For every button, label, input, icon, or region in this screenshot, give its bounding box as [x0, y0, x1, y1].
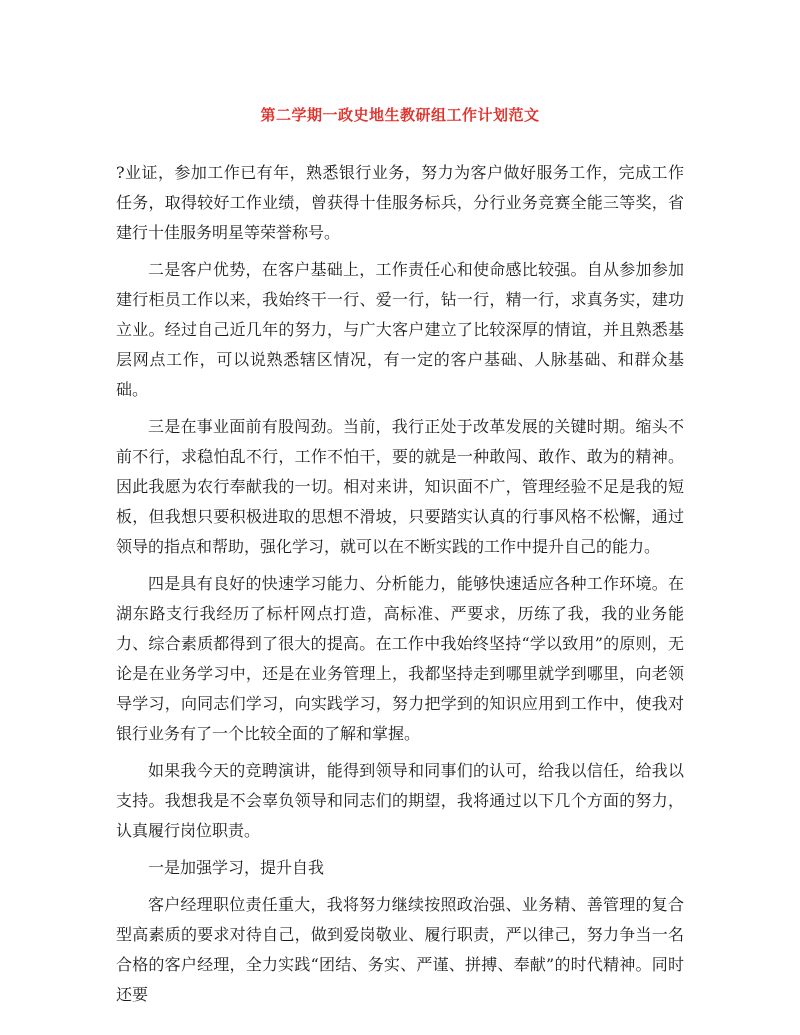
paragraph-6: 一是加强学习，提升自我: [148, 858, 325, 877]
paragraph-7: 客户经理职位责任重大，我将努力继续按照政治强、业务精、善管理的复合型高素质的要求对待自己，做到爱岗敬业、履行职责，严以律己，努力争当一名合格的客户经理，全力实践“团结、务实、严谨、拼搏、奉献”的时代精神。同时还要: [116, 895, 684, 1004]
paragraph-2: 二是客户优势，在客户基础上，工作责任心和使命感比较强。自从参加参加建行柜员工作以来，我始终干一行、爱一行，钻一行，精一行，求真务实，建功立业。经过自己近几年的努力，与广大客户建立了比较深厚的情谊，并且熟悉基层网点工作，可以说熟悉辖区情况，有一定的客户基础、人脉基础、和群众基础。: [116, 260, 684, 399]
paragraph-3: 三是在事业面前有股闯劲。当前，我行正处于改革发展的关键时期。缩头不前不行，求稳怕乱不行，工作不怕干，要的就是一种敢闯、敢作、敢为的精神。因此我愿为农行奉献我的一切。相对来讲，知识面不广，管理经验不足是我的短板，但我想只要积极进取的思想不滑坡，只要踏实认真的行事风格不松懈，通过领导的指点和帮助，强化学习，就可以在不断实践的工作中提升自己的能力。: [116, 417, 684, 556]
paragraph-1: ?业证，参加工作已有年，熟悉银行业务，努力为客户做好服务工作，完成工作任务，取得较好工作业绩，曾获得十佳服务标兵，分行业务竞赛全能三等奖，省建行十佳服务明星等荣誉称号。: [116, 163, 684, 242]
paragraph-5: 如果我今天的竞聘演讲，能得到领导和同事们的认可，给我以信任，给我以支持。我想我是不会辜负领导和同志们的期望，我将通过以下几个方面的努力，认真履行岗位职责。: [116, 761, 684, 840]
document-title: 第二学期一政史地生教研组工作计划范文: [260, 106, 540, 124]
paragraph-4: 四是具有良好的快速学习能力、分析能力，能够快速适应各种工作环境。在湖东路支行我经历了标杆网点打造，高标准、严要求，历练了我，我的业务能力、综合素质都得到了很大的提高。在工作中我始终坚持“学以致用”的原则，无论是在业务学习中，还是在业务管理上，我都坚持走到哪里就学到哪里，向老领导学习，向同志们学习，向实践学习，努力把学到的知识应用到工作中，使我对银行业务有了一个比较全面的了解和掌握。: [116, 574, 684, 743]
document-body: [116, 158, 684, 1017]
